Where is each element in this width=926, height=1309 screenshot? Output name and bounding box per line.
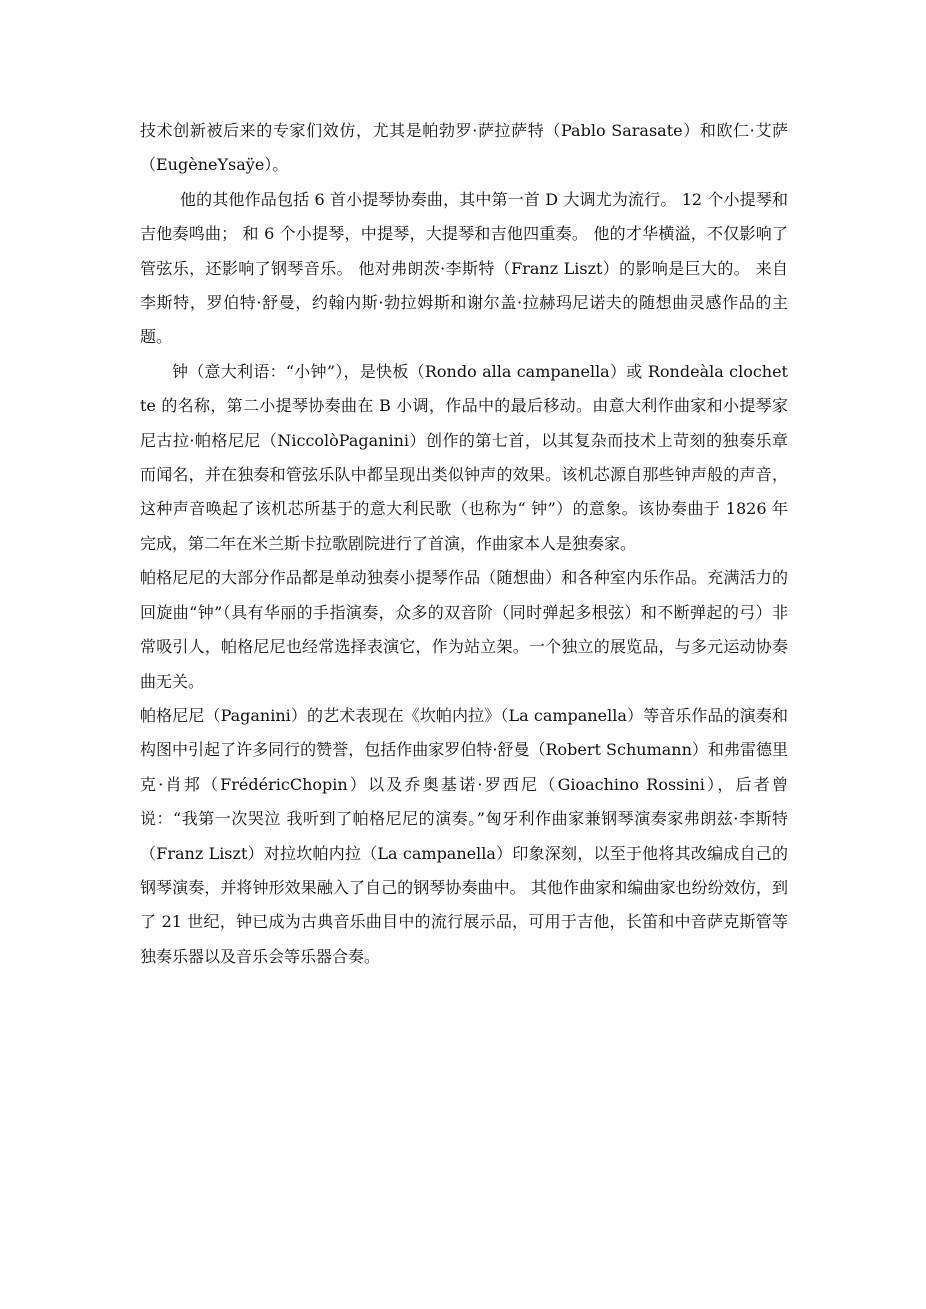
paragraph-la-campanella: 钟（意大利语：“小钟”），是快板（Rondo alla campanella）或 Rondeàla clochette 的名称，第二小提琴协奏曲在 B 小调，作品中的最后移动。由意大利作曲家和小提琴家尼古拉·帕格尼尼（NiccolòPaganini）创作的第七首，以其复杂而技术上苛刻的独奏乐章而闻名，并在独奏和管弦乐队中都呈现出类似钟声的效果。该机芯源自那些钟声般的声音，这种声音唤起了该机芯所基于的意大利民歌（也称为“ 钟”）的意象。该协奏曲于 1826 年完成，第二年在米兰斯卡拉歌剧院进行了首演，作曲家本人是独奏家。 bbox=[140, 361, 788, 553]
paragraph-paganini-works: 帕格尼尼的大部分作品都是单动独奏小提琴作品（随想曲）和各种室内乐作品。充满活力的回旋曲“钟”（具有华丽的手指演奏，众多的双音阶（同时弹起多根弦）和不断弹起的弓）非常吸引人，帕格尼尼也经常选择表演它，作为站立架。一个独立的展览品，与多元运动协奏曲无关。 bbox=[140, 568, 788, 691]
paragraph-paganini-influence: 帕格尼尼（Paganini）的艺术表现在《坎帕内拉》（La campanella）等音乐作品的演奏和构图中引起了许多同行的赞誉，包括作曲家罗伯特·舒曼（Robert Schumann）和弗雷德里克·肖邦（FrédéricChopin）以及乔奥基诺·罗西尼（Gioachino Rossini），后者曾说：“我第一次哭泣 我听到了帕格尼尼的演奏。”匈牙利作曲家兼钢琴演奏家弗朗兹·李斯特（Franz Liszt）对拉坎帕内拉（La campanella）印象深刻，以至于他将其改编成自己的钢琴演奏，并将钟形效果融入了自己的钢琴协奏曲中。 其他作曲家和编曲家也纷纷效仿，到了 21 世纪，钟已成为古典音乐曲目中的流行展示品，可用于吉他，长笛和中音萨克斯管等独奏乐器以及音乐会等乐器合奏。 bbox=[140, 705, 788, 966]
paragraph-other-works: 他的其他作品包括 6 首小提琴协奏曲，其中第一首 D 大调尤为流行。 12 个小提琴和吉他奏鸣曲； 和 6 个小提琴，中提琴，大提琴和吉他四重奏。 他的才华横溢，不仅影响了管弦乐，还影响了钢琴音乐。 他对弗朗茨·李斯特（Franz Liszt）的影响是巨大的。 来自李斯特，罗伯特·舒曼，约翰内斯·勃拉姆斯和谢尔盖·拉赫玛尼诺夫的随想曲灵感作品的主题。 bbox=[140, 189, 788, 347]
paragraph-sarasate-ysaye: 技术创新被后来的专家们效仿，尤其是帕勃罗·萨拉萨特（Pablo Sarasate）和欧仁·艾萨（EugèneYsaÿe）。 bbox=[140, 121, 788, 175]
document-body bbox=[140, 114, 788, 974]
